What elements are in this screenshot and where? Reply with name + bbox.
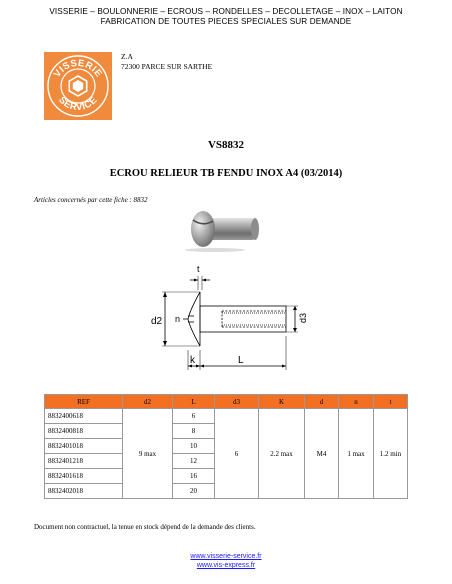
product-title: ECROU RELIEUR TB FENDU INOX A4 (03/2014) [109, 168, 343, 179]
label-k: k [190, 355, 195, 366]
label-L: L [238, 355, 244, 366]
header-d2: d2 [123, 395, 173, 409]
product-reference: VS8832 [207, 139, 245, 151]
table-header-row [45, 395, 408, 409]
label-d2: d2 [151, 316, 163, 327]
ref-cell: 8832400818 [45, 424, 123, 439]
product-photo [185, 205, 265, 255]
address-line-1: Z.A [121, 52, 133, 61]
table-row [45, 409, 408, 424]
length-cell: 8 [173, 424, 215, 439]
footer-links [0, 552, 452, 570]
company-address [121, 52, 212, 72]
k-cell: 2.2 max [259, 409, 305, 499]
label-d3: d3 [298, 312, 308, 323]
logo-top-text: VISSERIE [51, 57, 105, 80]
header-ref: REF [45, 395, 123, 409]
header-d: d [305, 395, 339, 409]
articles-note: Articles concernés par cette fiche : 8832 [34, 196, 148, 204]
length-cell: 6 [173, 409, 215, 424]
header-line-2: FABRICATION DE TOUTES PIECES SPECIALES SUR DEMANDE [100, 17, 352, 26]
logo-bottom-text: SERVICE [56, 94, 100, 114]
disclaimer-note: Document non contractuel, la tenue en stock dépend de la demande des clients. [34, 523, 256, 531]
visserie-service-logo [44, 52, 112, 120]
t-cell: 1.2 min [374, 409, 408, 499]
label-n: n [175, 314, 181, 324]
length-cell: 20 [173, 484, 215, 499]
dimensions-table [44, 394, 408, 499]
header-K: K [259, 395, 305, 409]
header-L: L [173, 395, 215, 409]
length-cell: 16 [173, 469, 215, 484]
logo-graphic [44, 52, 112, 120]
d3-cell: 6 [215, 409, 259, 499]
technical-drawing [150, 262, 310, 377]
header-d3: d3 [215, 395, 259, 409]
address-line-2: 72300 PARCE SUR SARTHE [121, 62, 213, 71]
link-vis-express[interactable]: www.vis-express.fr [196, 562, 256, 569]
n-cell: 1 max [339, 409, 374, 499]
label-t: t [197, 264, 200, 274]
length-cell: 10 [173, 439, 215, 454]
ref-cell: 8832400618 [45, 409, 123, 424]
page-header [0, 7, 452, 27]
header-n: n [339, 395, 374, 409]
ref-cell: 8832401018 [45, 439, 123, 454]
ref-cell: 8832402018 [45, 484, 123, 499]
ref-cell: 8832401218 [45, 454, 123, 469]
header-line-1: VISSERIE – BOULONNERIE – ECROUS – RONDELLES – DECOLLETAGE – INOX – LAITON [49, 7, 403, 16]
svg-text:SERVICE [56, 95, 100, 114]
link-visserie-service[interactable]: www.visserie-service.fr [190, 553, 262, 560]
d2-cell: 9 max [123, 409, 173, 499]
header-t: t [374, 395, 408, 409]
length-cell: 12 [173, 454, 215, 469]
d-cell: M4 [305, 409, 339, 499]
ref-cell: 8832401618 [45, 469, 123, 484]
